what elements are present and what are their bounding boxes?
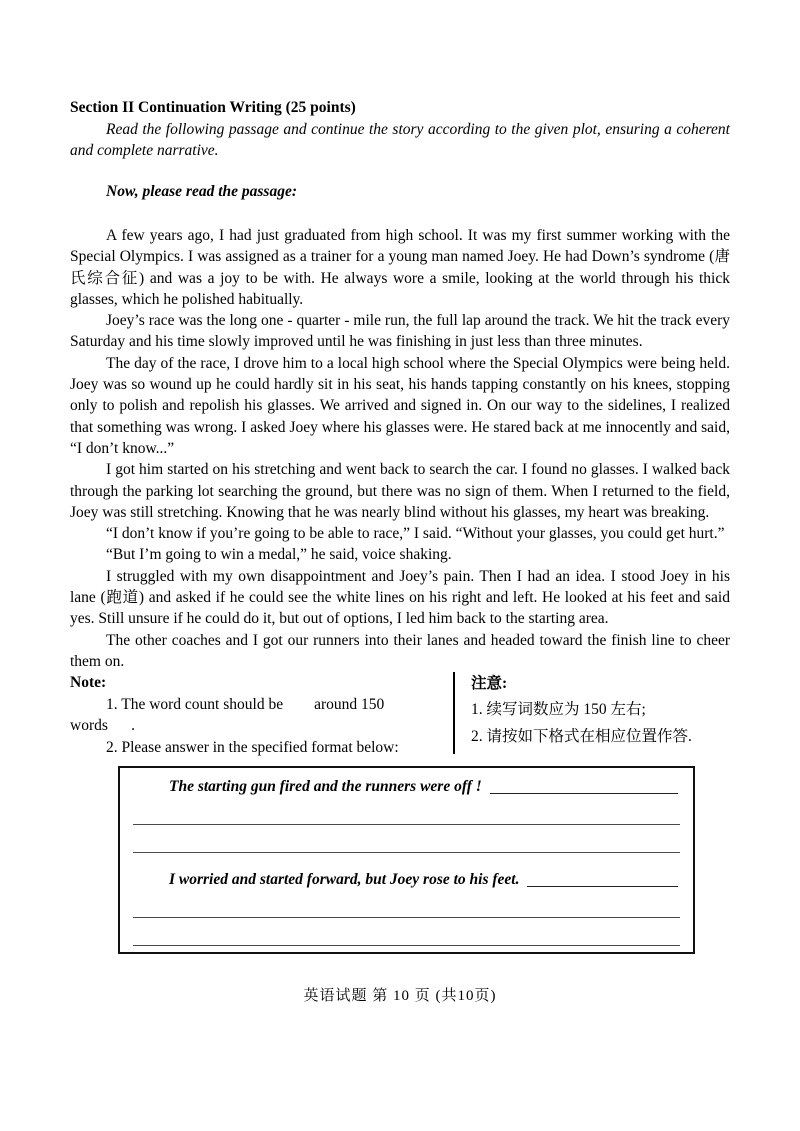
section-instruction: Read the following passage and continue the story according to the given plot, ensuring a coherent and complete narrative.: [70, 120, 730, 159]
answer-box: [118, 766, 695, 954]
answer-blank-inline-1: [490, 792, 678, 794]
notice-item-2: 2. 请按如下格式在相应位置作答.: [471, 728, 692, 746]
notes-section: [70, 672, 730, 758]
passage-paragraph-2: Joey’s race was the long one - quarter - mile run, the full lap around the track. We hit the track every Saturday and his time slowly improved until he was finishing in just less than three minutes.: [70, 312, 730, 351]
note-item-1: 1. The word count should be around 150: [106, 695, 385, 713]
answer-prompt-row-2: [133, 869, 680, 891]
passage-paragraph-1: A few years ago, I had just graduated from high school. It was my first summer working with the Special Olympics. I was assigned as a trainer for a young man named Joey. He had Down’s syndrome (唐氏综合征) and was a joy to be with. He always wore a smile, looking at the world through his thick glasses, which he polished habitually.: [70, 227, 730, 308]
answer-blank-line: [133, 917, 680, 918]
answer-prompt-2: I worried and started forward, but Joey rose to his feet.: [169, 871, 520, 889]
passage-paragraph-7: I struggled with my own disappointment and Joey’s pain. Then I had an idea. I stood Joey in his lane (跑道) and asked if he could see the white lines on his right and left. He looked at his feet and said yes. Still unsure if he could do it, but out of options, I led him back to the starting area.: [70, 567, 730, 628]
passage-paragraph-4: I got him started on his stretching and went back to search the car. I found no glasses. I walked back through the parking lot searching the ground, but there was no sign of them. When I returned to the field, Joey was still stretching. Knowing that he was nearly blind without his glasses, my heart was breaking.: [70, 461, 730, 521]
note-label: Note:: [70, 674, 107, 692]
page-footer: 英语试题 第 10 页 (共10页): [303, 988, 497, 1005]
section-title: Section II Continuation Writing (25 points): [70, 99, 356, 116]
answer-prompt-row-1: [133, 776, 680, 798]
answer-blank-line: [133, 824, 680, 825]
answer-blank-inline-2: [527, 885, 678, 887]
note-chinese: [455, 672, 730, 758]
answer-prompt-1: The starting gun fired and the runners were off !: [169, 778, 482, 796]
answer-blank-line: [133, 852, 680, 853]
note-item-2: 2. Please answer in the specified format below:: [106, 738, 399, 756]
notice-item-1: 1. 续写词数应为 150 左右;: [471, 701, 646, 719]
note-item-1-continued: words .: [70, 717, 136, 735]
passage: [70, 225, 730, 672]
passage-paragraph-6: “But I’m going to win a medal,” he said, voice shaking.: [106, 546, 452, 564]
notice-label: 注意:: [471, 675, 508, 693]
note-english: [70, 672, 453, 758]
passage-paragraph-8: The other coaches and I got our runners into their lanes and headed toward the finish line to cheer them on.: [70, 631, 730, 670]
read-passage-prompt: Now, please read the passage:: [106, 182, 298, 200]
passage-paragraph-5: “I don’t know if you’re going to be able to race,” I said. “Without your glasses, you could get hurt.”: [106, 525, 725, 543]
passage-paragraph-3: The day of the race, I drove him to a local high school where the Special Olympics were being held. Joey was so wound up he could hardly sit in his seat, his hands tapping constantly on his knees, stopping only to polish and repolish his glasses. We arrived and signed in. On our way to the sidelines, I realized that something was wrong. I asked Joey where his glasses were. He stared back at me innocently and said, “I don’t know...”: [70, 354, 730, 457]
answer-blank-line: [133, 945, 680, 946]
